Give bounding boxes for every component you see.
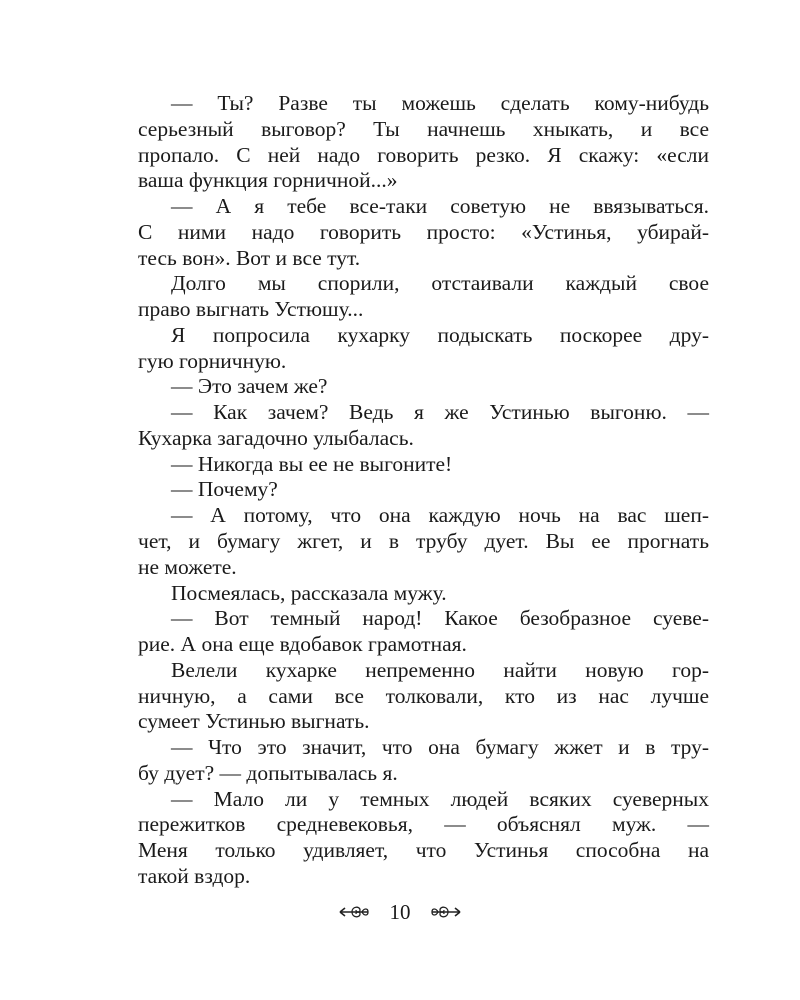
text-line: — Почему? xyxy=(171,477,278,502)
paragraph xyxy=(138,735,709,787)
paragraph xyxy=(138,452,709,478)
text-line: рие. А она еще вдобавок грамотная. xyxy=(138,632,467,657)
text-line: Посмеялась, рассказала мужу. xyxy=(171,580,447,605)
text-line: — А я тебе все-таки советую не ввязываться. xyxy=(171,194,709,219)
paragraph xyxy=(138,91,709,194)
text-line: Я попросила кухарку подыскать поскорее дру- xyxy=(171,322,709,347)
text-line: — Вот темный народ! Какое безобразное суеве- xyxy=(171,606,709,631)
paragraph xyxy=(138,581,709,607)
paragraph xyxy=(138,503,709,580)
paragraph xyxy=(138,787,709,890)
text-line: серьезный выговор? Ты начнешь хныкать, и все xyxy=(138,116,709,141)
paragraph xyxy=(138,323,709,375)
paragraph xyxy=(138,271,709,323)
text-line: Долго мы спорили, отстаивали каждый свое xyxy=(171,271,709,296)
text-line: Велели кухарке непременно найти новую гор- xyxy=(171,657,709,682)
text-line: — А потому, что она каждую ночь на вас шеп- xyxy=(171,503,709,528)
paragraph xyxy=(138,477,709,503)
paragraph xyxy=(138,374,709,400)
paragraph xyxy=(138,606,709,658)
text-line: — Мало ли у темных людей всяких суеверных xyxy=(171,786,709,811)
text-line: — Это зачем же? xyxy=(171,374,328,399)
text-line: — Что это значит, что она бумагу жжет и в тру- xyxy=(171,735,709,760)
text-line: сумеет Устинью выгнать. xyxy=(138,709,370,734)
text-line: пережитков средневековья, — объяснял муж. — xyxy=(138,812,709,837)
text-line: ваша функция горничной...» xyxy=(138,168,398,193)
paragraph xyxy=(138,658,709,735)
text-line: гую горничную. xyxy=(138,348,287,373)
text-line: чет, и бумагу жгет, и в трубу дует. Вы ее прогнать xyxy=(138,529,709,554)
text-line: право выгнать Устюшу... xyxy=(138,297,364,322)
text-line: — Ты? Разве ты можешь сделать кому-нибудь xyxy=(171,91,709,115)
text-line: — Никогда вы ее не выгоните! xyxy=(171,451,453,476)
text-line: такой вздор. xyxy=(138,863,251,888)
fleuron-right-icon xyxy=(428,904,462,920)
page-body-text xyxy=(138,91,709,890)
text-line: С ними надо говорить просто: «Устинья, убирай- xyxy=(138,219,709,244)
paragraph xyxy=(138,194,709,271)
paragraph xyxy=(138,400,709,452)
fleuron-left-icon xyxy=(338,904,372,920)
page-footer xyxy=(0,898,800,925)
text-line: Меня только удивляет, что Устинья способна на xyxy=(138,838,709,863)
text-line: не можете. xyxy=(138,554,237,579)
text-line: ничную, а сами все толковали, кто из нас лучше xyxy=(138,683,709,708)
text-line: — Как зачем? Ведь я же Устинью выгоню. — xyxy=(171,400,709,425)
page-number: 10 xyxy=(389,899,411,924)
text-line: тесь вон». Вот и все тут. xyxy=(138,245,361,270)
text-line: Кухарка загадочно улыбалась. xyxy=(138,425,414,450)
text-line: пропало. С ней надо говорить резко. Я скажу: «если xyxy=(138,142,709,167)
text-line: бу дует? — допытывалась я. xyxy=(138,760,398,785)
